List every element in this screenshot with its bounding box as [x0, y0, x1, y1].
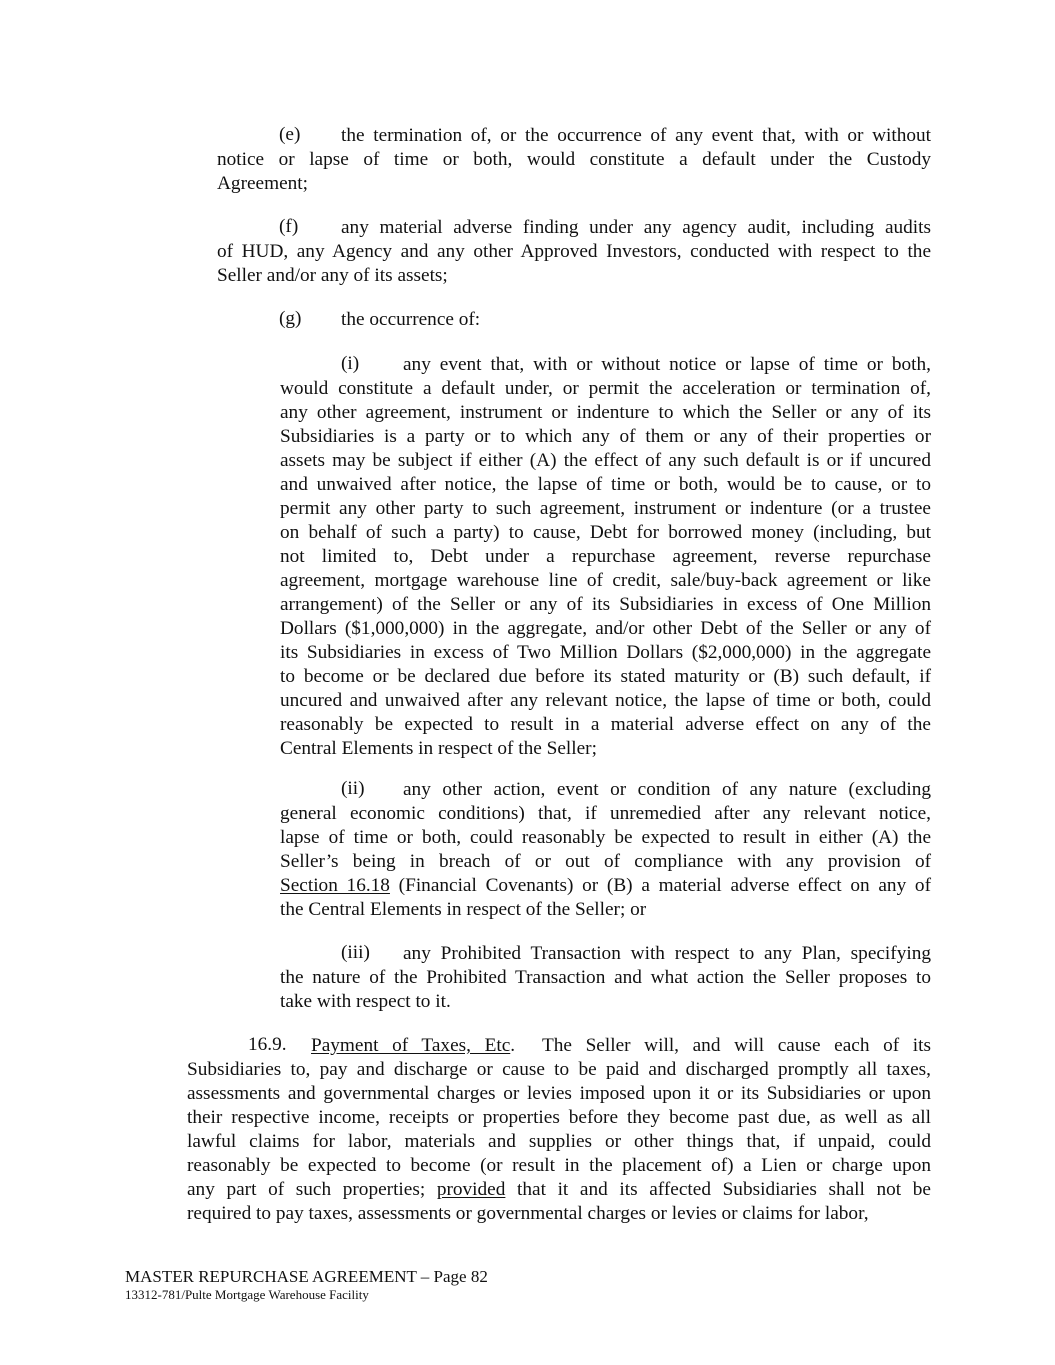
paragraph-label: (f) — [279, 216, 299, 237]
para-g-iii — [0, 942, 931, 1014]
text-line: reasonably be expected to become (or result in the placement of) a Lien or charge upon — [187, 1155, 931, 1176]
text-line: the occurrence of: — [341, 309, 481, 330]
text-line: assets may be subject if either (A) the effect of any such default is or if uncured — [280, 450, 931, 471]
text-line: Payment of Taxes, Etc. The Seller will, and will cause each of its — [311, 1035, 931, 1056]
paragraph-label: 16.9. — [248, 1034, 287, 1055]
text-line: Subsidiaries is a party or to which any of them or any of their properties or — [280, 426, 931, 447]
text-line: any other action, event or condition of any nature (excluding — [403, 779, 931, 800]
text-line: any Prohibited Transaction with respect to any Plan, specifying — [403, 943, 931, 964]
text-line: lapse of time or both, could reasonably be expected to result in either (A) the — [280, 827, 931, 848]
text-line: lawful claims for labor, materials and supplies or other things that, if unpaid, could — [187, 1131, 931, 1152]
text-line: notice or lapse of time or both, would constitute a default under the Custody — [217, 149, 931, 170]
paragraph-label: (i) — [341, 353, 360, 374]
text-line: Seller’s being in breach of or out of compliance with any provision of — [280, 851, 931, 872]
text-line: assessments and governmental charges or levies imposed upon it or its Subsidiaries or upon — [187, 1083, 931, 1104]
text-line: any part of such properties; provided that it and its affected Subsidiaries shall not be — [187, 1179, 931, 1200]
paragraph-label: (e) — [279, 124, 301, 145]
para-g — [0, 308, 931, 332]
text-line: reasonably be expected to result in a material adverse effect on any of the — [280, 714, 931, 735]
text-line: not limited to, Debt under a repurchase agreement, reverse repurchase — [280, 546, 931, 567]
text-line: the nature of the Prohibited Transaction and what action the Seller proposes to — [280, 967, 931, 988]
text-line: and unwaived after notice, the lapse of time or both, would be to cause, or to — [280, 474, 931, 495]
para-e — [0, 124, 931, 196]
text-line: Subsidiaries to, pay and discharge or cause to be paid and discharged promptly all taxes, — [187, 1059, 931, 1080]
footer-title: MASTER REPURCHASE AGREEMENT – Page 82 — [125, 1267, 488, 1286]
text-line: Seller and/or any of its assets; — [217, 265, 448, 286]
text-line: would constitute a default under, or permit the acceleration or termination of, — [280, 378, 931, 399]
text-line: Dollars ($1,000,000) in the aggregate, and/or other Debt of the Seller or any of — [280, 618, 931, 639]
text-line: their respective income, receipts or properties before they become past due, as well as all — [187, 1107, 931, 1128]
text-line: on behalf of such a party) to cause, Debt for borrowed money (including, but — [280, 522, 931, 543]
text-line: its Subsidiaries in excess of Two Million Dollars ($2,000,000) in the aggregate — [280, 642, 931, 663]
text-line: any other agreement, instrument or indenture to which the Seller or any of its — [280, 402, 931, 423]
text-line: uncured and unwaived after any relevant notice, the lapse of time or both, could — [280, 690, 931, 711]
paragraph-label: (ii) — [341, 778, 365, 799]
text-line: take with respect to it. — [280, 991, 451, 1012]
text-line: Section 16.18 (Financial Covenants) or (B) a material adverse effect on any of — [280, 875, 931, 896]
paragraph-label: (iii) — [341, 942, 370, 963]
text-line: the termination of, or the occurrence of any event that, with or without — [341, 125, 931, 146]
text-line: Central Elements in respect of the Seller; — [280, 738, 597, 759]
text-line: any material adverse finding under any agency audit, including audits — [341, 217, 931, 238]
footer-subtitle: 13312-781/Pulte Mortgage Warehouse Facility — [125, 1287, 369, 1302]
text-line: required to pay taxes, assessments or governmental charges or levies or claims for labor, — [187, 1203, 869, 1224]
text-line: permit any other party to such agreement, instrument or indenture (or a trustee — [280, 498, 931, 519]
text-line: of HUD, any Agency and any other Approved Investors, conducted with respect to the — [217, 241, 931, 262]
text-line: the Central Elements in respect of the Seller; or — [280, 899, 647, 920]
text-line: arrangement) of the Seller or any of its Subsidiaries in excess of One Million — [280, 594, 931, 615]
para-f — [0, 216, 931, 288]
text-line: any event that, with or without notice or lapse of time or both, — [403, 354, 931, 375]
para-g-ii — [0, 778, 931, 922]
section-16-9 — [0, 1034, 931, 1226]
text-line: Agreement; — [217, 173, 309, 194]
paragraph-label: (g) — [279, 308, 302, 329]
text-line: to become or be declared due before its stated maturity or (B) such default, if — [280, 666, 931, 687]
text-line: agreement, mortgage warehouse line of credit, sale/buy-back agreement or like — [280, 570, 931, 591]
text-line: general economic conditions) that, if unremedied after any relevant notice, — [280, 803, 931, 824]
para-g-i — [0, 353, 931, 761]
